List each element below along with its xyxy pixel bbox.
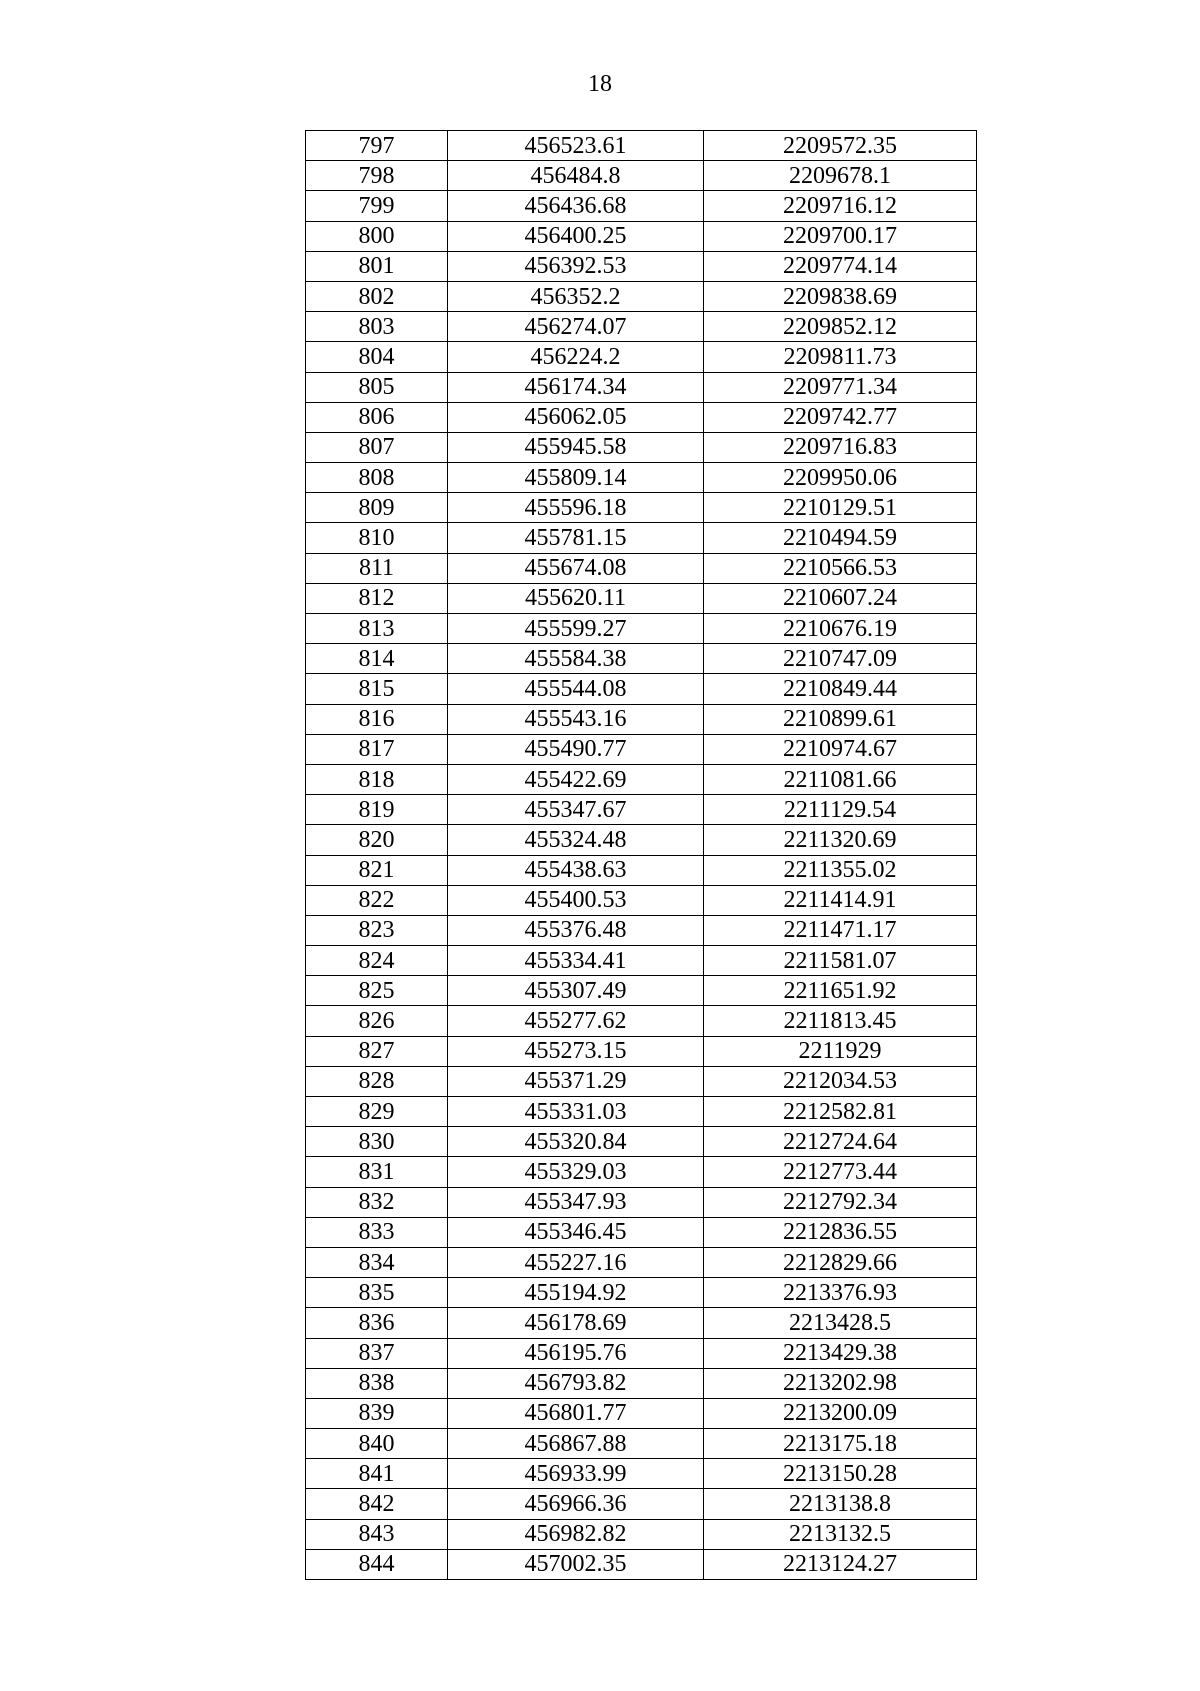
- table-row: [306, 1429, 977, 1459]
- x-coordinate-cell: 456966.36: [448, 1489, 704, 1519]
- y-coordinate-cell: 2210494.59: [704, 523, 977, 553]
- x-coordinate-cell: 456400.25: [448, 221, 704, 251]
- table-row: [306, 1036, 977, 1066]
- x-coordinate-cell: 456867.88: [448, 1429, 704, 1459]
- point-number-cell: 800: [306, 221, 448, 251]
- x-coordinate-cell: 456933.99: [448, 1459, 704, 1489]
- coordinates-table-body: [306, 131, 977, 1580]
- y-coordinate-cell: 2213132.5: [704, 1519, 977, 1549]
- y-coordinate-cell: 2211929: [704, 1036, 977, 1066]
- y-coordinate-cell: 2209678.1: [704, 161, 977, 191]
- point-number-cell: 804: [306, 342, 448, 372]
- point-number-cell: 801: [306, 251, 448, 281]
- table-row: [306, 463, 977, 493]
- x-coordinate-cell: 456274.07: [448, 312, 704, 342]
- point-number-cell: 817: [306, 734, 448, 764]
- point-number-cell: 834: [306, 1247, 448, 1277]
- table-row: [306, 674, 977, 704]
- table-row: [306, 855, 977, 885]
- point-number-cell: 825: [306, 976, 448, 1006]
- y-coordinate-cell: 2210974.67: [704, 734, 977, 764]
- table-row: [306, 734, 977, 764]
- table-row: [306, 131, 977, 161]
- x-coordinate-cell: 456793.82: [448, 1368, 704, 1398]
- point-number-cell: 803: [306, 312, 448, 342]
- table-row: [306, 402, 977, 432]
- x-coordinate-cell: 456982.82: [448, 1519, 704, 1549]
- point-number-cell: 805: [306, 372, 448, 402]
- x-coordinate-cell: 455334.41: [448, 946, 704, 976]
- table-row: [306, 191, 977, 221]
- y-coordinate-cell: 2210676.19: [704, 614, 977, 644]
- x-coordinate-cell: 455543.16: [448, 704, 704, 734]
- table-row: [306, 251, 977, 281]
- y-coordinate-cell: 2209950.06: [704, 463, 977, 493]
- table-row: [306, 704, 977, 734]
- y-coordinate-cell: 2209852.12: [704, 312, 977, 342]
- page-number: 18: [588, 71, 612, 97]
- point-number-cell: 820: [306, 825, 448, 855]
- y-coordinate-cell: 2213200.09: [704, 1398, 977, 1428]
- x-coordinate-cell: 455329.03: [448, 1157, 704, 1187]
- y-coordinate-cell: 2211355.02: [704, 855, 977, 885]
- x-coordinate-cell: 455331.03: [448, 1097, 704, 1127]
- point-number-cell: 815: [306, 674, 448, 704]
- table-row: [306, 1157, 977, 1187]
- point-number-cell: 818: [306, 764, 448, 794]
- point-number-cell: 824: [306, 946, 448, 976]
- table-row: [306, 312, 977, 342]
- point-number-cell: 839: [306, 1398, 448, 1428]
- y-coordinate-cell: 2210899.61: [704, 704, 977, 734]
- table-row: [306, 583, 977, 613]
- table-row: [306, 432, 977, 462]
- table-row: [306, 1398, 977, 1428]
- point-number-cell: 838: [306, 1368, 448, 1398]
- point-number-cell: 831: [306, 1157, 448, 1187]
- point-number-cell: 807: [306, 432, 448, 462]
- table-row: [306, 161, 977, 191]
- table-row: [306, 1459, 977, 1489]
- x-coordinate-cell: 455620.11: [448, 583, 704, 613]
- x-coordinate-cell: 456523.61: [448, 131, 704, 161]
- table-row: [306, 614, 977, 644]
- y-coordinate-cell: 2211813.45: [704, 1006, 977, 1036]
- point-number-cell: 810: [306, 523, 448, 553]
- y-coordinate-cell: 2209838.69: [704, 281, 977, 311]
- x-coordinate-cell: 455596.18: [448, 493, 704, 523]
- x-coordinate-cell: 455227.16: [448, 1247, 704, 1277]
- y-coordinate-cell: 2209771.34: [704, 372, 977, 402]
- table-row: [306, 825, 977, 855]
- point-number-cell: 829: [306, 1097, 448, 1127]
- y-coordinate-cell: 2213150.28: [704, 1459, 977, 1489]
- x-coordinate-cell: 455320.84: [448, 1127, 704, 1157]
- y-coordinate-cell: 2213428.5: [704, 1308, 977, 1338]
- table-row: [306, 976, 977, 1006]
- point-number-cell: 837: [306, 1338, 448, 1368]
- y-coordinate-cell: 2212836.55: [704, 1217, 977, 1247]
- table-row: [306, 221, 977, 251]
- table-row: [306, 1308, 977, 1338]
- table-row: [306, 885, 977, 915]
- point-number-cell: 840: [306, 1429, 448, 1459]
- x-coordinate-cell: 457002.35: [448, 1549, 704, 1579]
- table-row: [306, 1247, 977, 1277]
- x-coordinate-cell: 455324.48: [448, 825, 704, 855]
- table-row: [306, 1066, 977, 1096]
- y-coordinate-cell: 2212773.44: [704, 1157, 977, 1187]
- x-coordinate-cell: 455277.62: [448, 1006, 704, 1036]
- y-coordinate-cell: 2211081.66: [704, 764, 977, 794]
- x-coordinate-cell: 456224.2: [448, 342, 704, 372]
- x-coordinate-cell: 455376.48: [448, 915, 704, 945]
- y-coordinate-cell: 2213429.38: [704, 1338, 977, 1368]
- point-number-cell: 812: [306, 583, 448, 613]
- table-row: [306, 1127, 977, 1157]
- y-coordinate-cell: 2211581.07: [704, 946, 977, 976]
- y-coordinate-cell: 2211414.91: [704, 885, 977, 915]
- y-coordinate-cell: 2213124.27: [704, 1549, 977, 1579]
- point-number-cell: 811: [306, 553, 448, 583]
- x-coordinate-cell: 455347.93: [448, 1187, 704, 1217]
- y-coordinate-cell: 2209742.77: [704, 402, 977, 432]
- y-coordinate-cell: 2209700.17: [704, 221, 977, 251]
- y-coordinate-cell: 2212724.64: [704, 1127, 977, 1157]
- point-number-cell: 832: [306, 1187, 448, 1217]
- table-row: [306, 764, 977, 794]
- point-number-cell: 813: [306, 614, 448, 644]
- x-coordinate-cell: 455347.67: [448, 795, 704, 825]
- y-coordinate-cell: 2211471.17: [704, 915, 977, 945]
- point-number-cell: 843: [306, 1519, 448, 1549]
- table-row: [306, 795, 977, 825]
- x-coordinate-cell: 456436.68: [448, 191, 704, 221]
- table-row: [306, 1489, 977, 1519]
- x-coordinate-cell: 455346.45: [448, 1217, 704, 1247]
- x-coordinate-cell: 455273.15: [448, 1036, 704, 1066]
- x-coordinate-cell: 455400.53: [448, 885, 704, 915]
- table-row: [306, 1368, 977, 1398]
- x-coordinate-cell: 455371.29: [448, 1066, 704, 1096]
- point-number-cell: 844: [306, 1549, 448, 1579]
- point-number-cell: 806: [306, 402, 448, 432]
- coordinates-table: [305, 130, 977, 1580]
- point-number-cell: 816: [306, 704, 448, 734]
- y-coordinate-cell: 2209774.14: [704, 251, 977, 281]
- x-coordinate-cell: 455438.63: [448, 855, 704, 885]
- table-row: [306, 915, 977, 945]
- x-coordinate-cell: 455307.49: [448, 976, 704, 1006]
- x-coordinate-cell: 455674.08: [448, 553, 704, 583]
- point-number-cell: 814: [306, 644, 448, 674]
- point-number-cell: 821: [306, 855, 448, 885]
- table-row: [306, 1006, 977, 1036]
- point-number-cell: 822: [306, 885, 448, 915]
- point-number-cell: 798: [306, 161, 448, 191]
- y-coordinate-cell: 2209716.12: [704, 191, 977, 221]
- x-coordinate-cell: 455781.15: [448, 523, 704, 553]
- point-number-cell: 842: [306, 1489, 448, 1519]
- y-coordinate-cell: 2210747.09: [704, 644, 977, 674]
- y-coordinate-cell: 2213138.8: [704, 1489, 977, 1519]
- y-coordinate-cell: 2210566.53: [704, 553, 977, 583]
- table-row: [306, 1097, 977, 1127]
- y-coordinate-cell: 2212034.53: [704, 1066, 977, 1096]
- table-row: [306, 946, 977, 976]
- x-coordinate-cell: 455490.77: [448, 734, 704, 764]
- table-row: [306, 1338, 977, 1368]
- y-coordinate-cell: 2210129.51: [704, 493, 977, 523]
- y-coordinate-cell: 2209716.83: [704, 432, 977, 462]
- point-number-cell: 808: [306, 463, 448, 493]
- x-coordinate-cell: 455945.58: [448, 432, 704, 462]
- y-coordinate-cell: 2209572.35: [704, 131, 977, 161]
- point-number-cell: 799: [306, 191, 448, 221]
- table-row: [306, 1519, 977, 1549]
- table-row: [306, 342, 977, 372]
- table-row: [306, 493, 977, 523]
- table-row: [306, 644, 977, 674]
- point-number-cell: 819: [306, 795, 448, 825]
- y-coordinate-cell: 2210607.24: [704, 583, 977, 613]
- x-coordinate-cell: 455544.08: [448, 674, 704, 704]
- point-number-cell: 827: [306, 1036, 448, 1066]
- x-coordinate-cell: 456392.53: [448, 251, 704, 281]
- y-coordinate-cell: 2211129.54: [704, 795, 977, 825]
- table-row: [306, 523, 977, 553]
- point-number-cell: 833: [306, 1217, 448, 1247]
- x-coordinate-cell: 456174.34: [448, 372, 704, 402]
- table-row: [306, 372, 977, 402]
- y-coordinate-cell: 2213376.93: [704, 1278, 977, 1308]
- table-row: [306, 1549, 977, 1579]
- point-number-cell: 826: [306, 1006, 448, 1036]
- y-coordinate-cell: 2210849.44: [704, 674, 977, 704]
- y-coordinate-cell: 2211651.92: [704, 976, 977, 1006]
- y-coordinate-cell: 2212829.66: [704, 1247, 977, 1277]
- x-coordinate-cell: 455584.38: [448, 644, 704, 674]
- table-row: [306, 281, 977, 311]
- y-coordinate-cell: 2212582.81: [704, 1097, 977, 1127]
- point-number-cell: 830: [306, 1127, 448, 1157]
- table-row: [306, 1187, 977, 1217]
- y-coordinate-cell: 2212792.34: [704, 1187, 977, 1217]
- x-coordinate-cell: 455599.27: [448, 614, 704, 644]
- y-coordinate-cell: 2209811.73: [704, 342, 977, 372]
- y-coordinate-cell: 2213175.18: [704, 1429, 977, 1459]
- table-row: [306, 1217, 977, 1247]
- x-coordinate-cell: 456484.8: [448, 161, 704, 191]
- point-number-cell: 836: [306, 1308, 448, 1338]
- x-coordinate-cell: 456062.05: [448, 402, 704, 432]
- x-coordinate-cell: 455194.92: [448, 1278, 704, 1308]
- x-coordinate-cell: 456352.2: [448, 281, 704, 311]
- point-number-cell: 828: [306, 1066, 448, 1096]
- x-coordinate-cell: 455809.14: [448, 463, 704, 493]
- table-row: [306, 1278, 977, 1308]
- point-number-cell: 841: [306, 1459, 448, 1489]
- x-coordinate-cell: 456195.76: [448, 1338, 704, 1368]
- x-coordinate-cell: 455422.69: [448, 764, 704, 794]
- point-number-cell: 797: [306, 131, 448, 161]
- point-number-cell: 835: [306, 1278, 448, 1308]
- x-coordinate-cell: 456801.77: [448, 1398, 704, 1428]
- point-number-cell: 823: [306, 915, 448, 945]
- y-coordinate-cell: 2213202.98: [704, 1368, 977, 1398]
- point-number-cell: 809: [306, 493, 448, 523]
- point-number-cell: 802: [306, 281, 448, 311]
- x-coordinate-cell: 456178.69: [448, 1308, 704, 1338]
- table-row: [306, 553, 977, 583]
- y-coordinate-cell: 2211320.69: [704, 825, 977, 855]
